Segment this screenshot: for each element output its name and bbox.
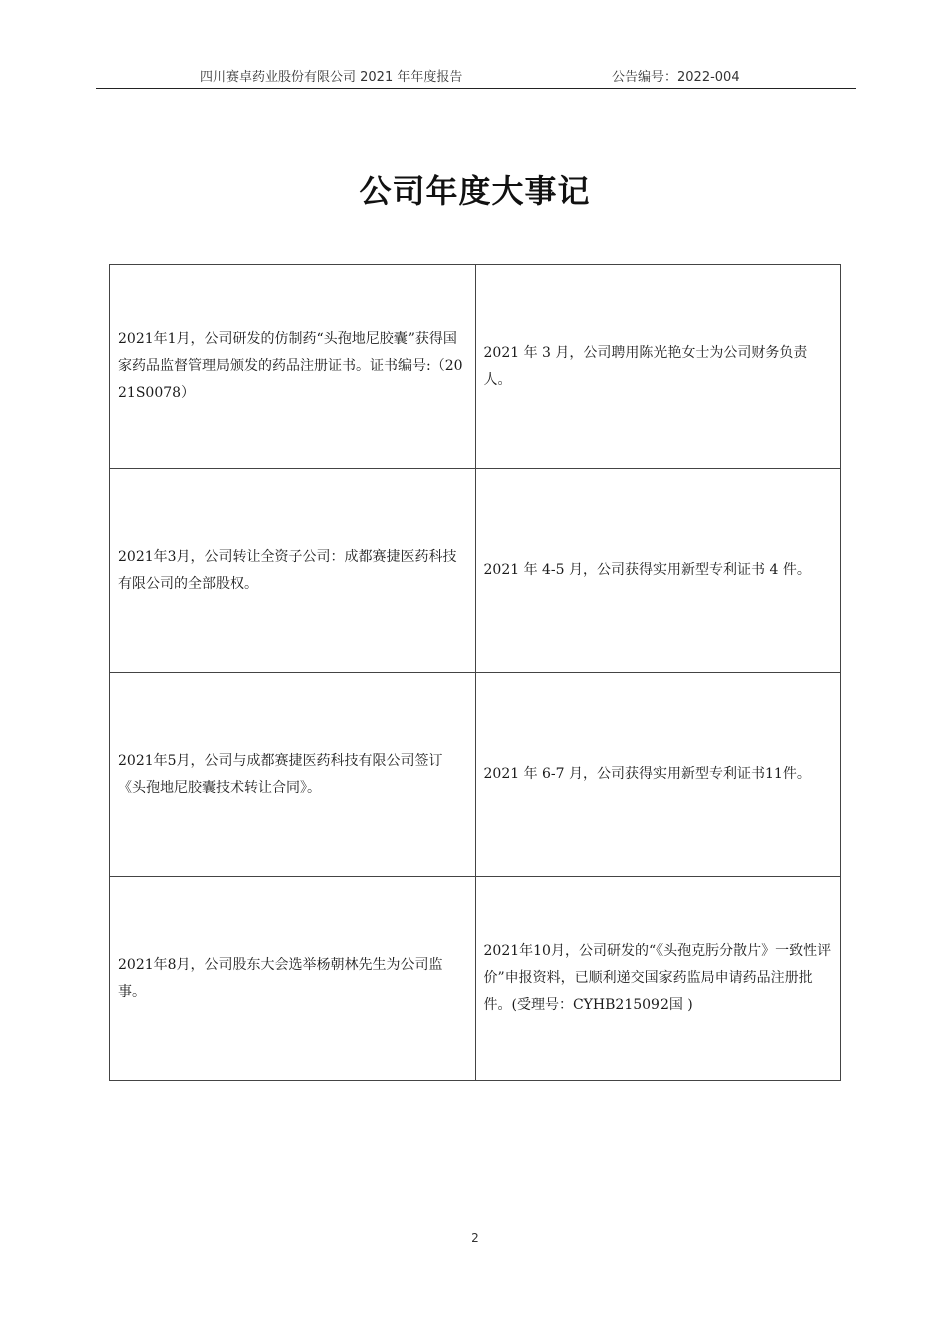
page-number: 2 bbox=[471, 1231, 479, 1245]
event-cell: 2021年8月，公司股东大会选举杨朝林先生为公司监事。 bbox=[110, 877, 476, 1081]
announcement-number: 公告编号：2022-004 bbox=[612, 70, 740, 85]
event-cell: 2021年1月，公司研发的仿制药“头孢地尼胶囊”获得国家药品监督管理局颁发的药品注册证书。证书编号:（2021S0078） bbox=[110, 265, 476, 469]
table-row bbox=[110, 265, 841, 469]
event-cell: 2021年5月，公司与成都赛捷医药科技有限公司签订《头孢地尼胶囊技术转让合同》。 bbox=[110, 673, 476, 877]
report-title: 四川赛卓药业股份有限公司 2021 年年度报告 bbox=[200, 70, 463, 85]
table-row bbox=[110, 469, 841, 673]
event-cell: 2021 年 3 月，公司聘用陈光艳女士为公司财务负责人。 bbox=[475, 265, 841, 469]
page-title: 公司年度大事记 bbox=[359, 172, 591, 210]
event-cell: 2021年3月，公司转让全资子公司：成都赛捷医药科技有限公司的全部股权。 bbox=[110, 469, 476, 673]
event-cell: 2021年10月，公司研发的“《头孢克肟分散片》一致性评价”申报资料，已顺利递交国家药监局申请药品注册批件。(受理号：CYHB215092国 ) bbox=[475, 877, 841, 1081]
events-table bbox=[109, 264, 841, 1081]
event-cell: 2021 年 4-5 月，公司获得实用新型专利证书 4 件。 bbox=[475, 469, 841, 673]
header-divider bbox=[96, 88, 856, 89]
table-row bbox=[110, 877, 841, 1081]
event-cell: 2021 年 6-7 月，公司获得实用新型专利证书11件。 bbox=[475, 673, 841, 877]
table-row bbox=[110, 673, 841, 877]
